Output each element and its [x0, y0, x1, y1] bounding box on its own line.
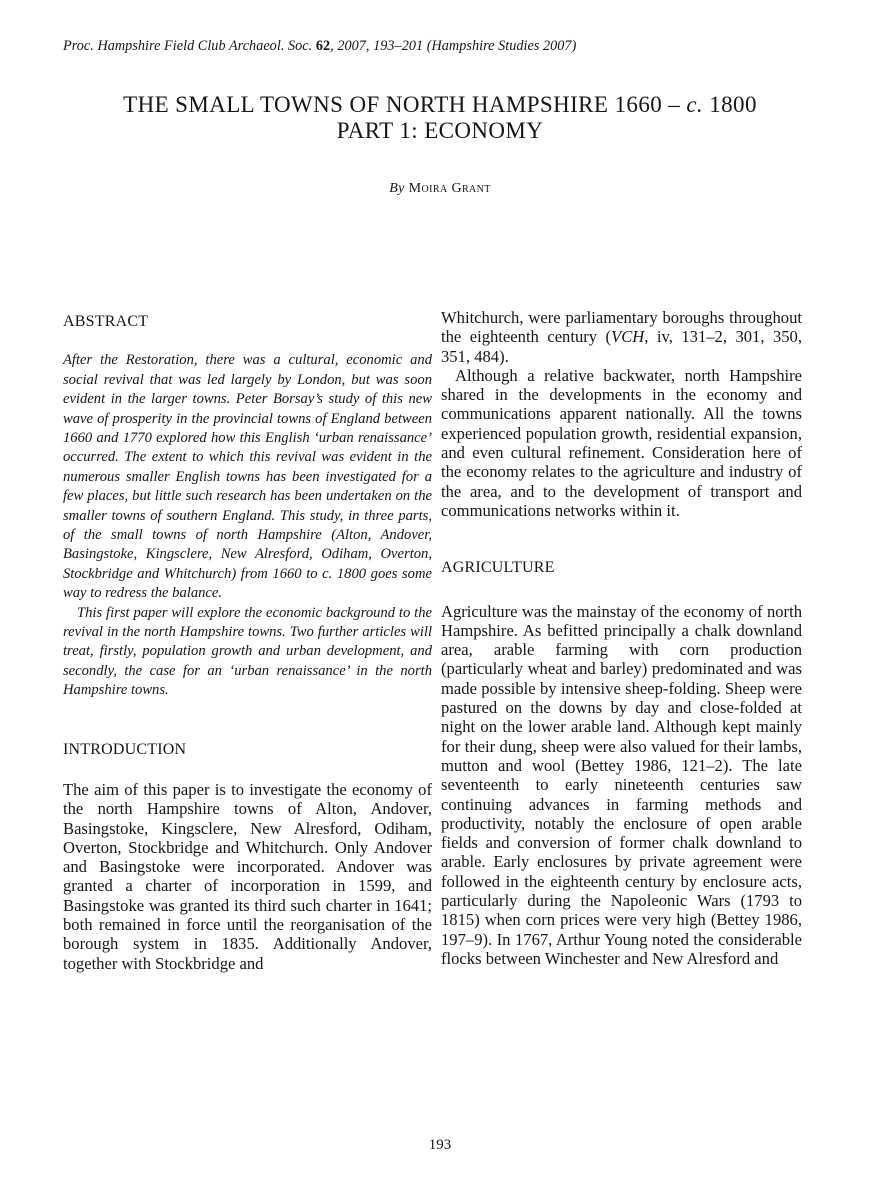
title-line-1-main: THE SMALL TOWNS OF NORTH HAMPSHIRE 1660 –	[123, 92, 681, 117]
journal-name: Proc. Hampshire Field Club Archaeol. Soc.	[63, 38, 313, 54]
abstract-body	[63, 351, 432, 700]
continuation-paragraph	[441, 308, 802, 366]
abstract-paragraph-2: This first paper will explore the economic background to the revival in the north Hampshire towns. Two further articles will treat, firstly, population growth and urban development, and secondly, the case for an ‘urban renaissance’ in the north Hampshire towns.	[63, 604, 432, 699]
abstract-heading: ABSTRACT	[63, 313, 149, 330]
journal-citation	[63, 38, 823, 55]
page-number: 193	[428, 1137, 452, 1153]
byline-by: By	[389, 181, 405, 196]
title-circa: c.	[686, 92, 704, 117]
article-title	[0, 92, 880, 144]
introduction-heading: INTRODUCTION	[63, 740, 187, 758]
journal-details: , 2007, 193–201 (Hampshire Studies 2007)	[330, 38, 577, 54]
author-name: Moira Grant	[408, 181, 491, 196]
title-line-2: PART 1: ECONOMY	[336, 118, 544, 143]
introduction-paragraph: The aim of this paper is to investigate the economy of the north Hampshire towns of Alton, Andover, Basingstoke, Kingsclere, New Alresford, Odiham, Overton, Stockbridge and Whitchurch. Only Andover and Basingstoke were incorporated. Andover was granted a charter of incorporation in 1599, and Basingstoke was granted its third such charter in 1641; both remained in force until the reorganisation of the borough system in 1835. Additionally Andover, together with Stockbridge and	[63, 779, 432, 973]
vch-reference: VCH	[611, 327, 645, 347]
agriculture-paragraph: Agriculture was the mainstay of the economy of north Hampshire. As befitted principally a chalk downland area, arable farming with corn production (particularly wheat and barley) predominated and was made possible by intensive sheep-folding. Sheep were pastured on the downs by day and close-folded at night on the lower arable land. Although kept mainly for their dung, sheep were also valued for their lambs, mutton and wool (Bettey 1986, 121–2). The late seventeenth to early nineteenth centuries saw continuing advances in farming methods and productivity, notably the enclosure of open arable fields and conversion of former chalk downland to arable. Early enclosures by private agreement were followed in the eighteenth century by enclosure acts, particularly during the Napoleonic Wars (1793 to 1815) when corn prices were very high (Bettey 1986, 197–9). In 1767, Arthur Young noted the considerable flocks between Winchester and New Alresford and	[441, 601, 802, 968]
continuation-text-pre: Whitchurch, were parliamentary boroughs throughout the eighteenth century (	[441, 308, 802, 347]
left-column	[63, 312, 432, 973]
journal-volume: 62	[315, 38, 331, 54]
title-end-year: 1800	[709, 92, 757, 117]
backwater-paragraph: Although a relative backwater, north Hampshire shared in the developments in the economy and communications apparent nationally. All the towns experienced population growth, residential expansion, and even cultural refinement. Consideration here of the economy relates to the agriculture and industry of the area, and to the development of transport and communications networks within it.	[441, 365, 802, 520]
continuation-text-post: , iv, 131–2, 301, 350, 351, 484).	[441, 327, 802, 366]
agriculture-heading: AGRICULTURE	[441, 559, 555, 577]
abstract-paragraph-1: After the Restoration, there was a cultural, economic and social revival that was led largely by London, but was soon evident in the larger towns. Peter Borsay’s study of this new wave of prosperity in the provincial towns of England between 1660 and 1770 explored how this English ‘urban renaissance’ occurred. The extent to which this revival was evident in the numerous smaller English towns has been investigated for a few places, but little such research has been undertaken on the smaller towns of southern England. This study, in three parts, of the small towns of north Hampshire (Alton, Andover, Basingstoke, Kingsclere, New Alresford, Odiham, Overton, Stockbridge and Whitchurch) from 1660 to c. 1800 goes some way to redress the balance.	[63, 352, 432, 602]
title-line-1	[0, 92, 880, 118]
author-byline	[0, 181, 880, 197]
right-column	[441, 308, 802, 968]
